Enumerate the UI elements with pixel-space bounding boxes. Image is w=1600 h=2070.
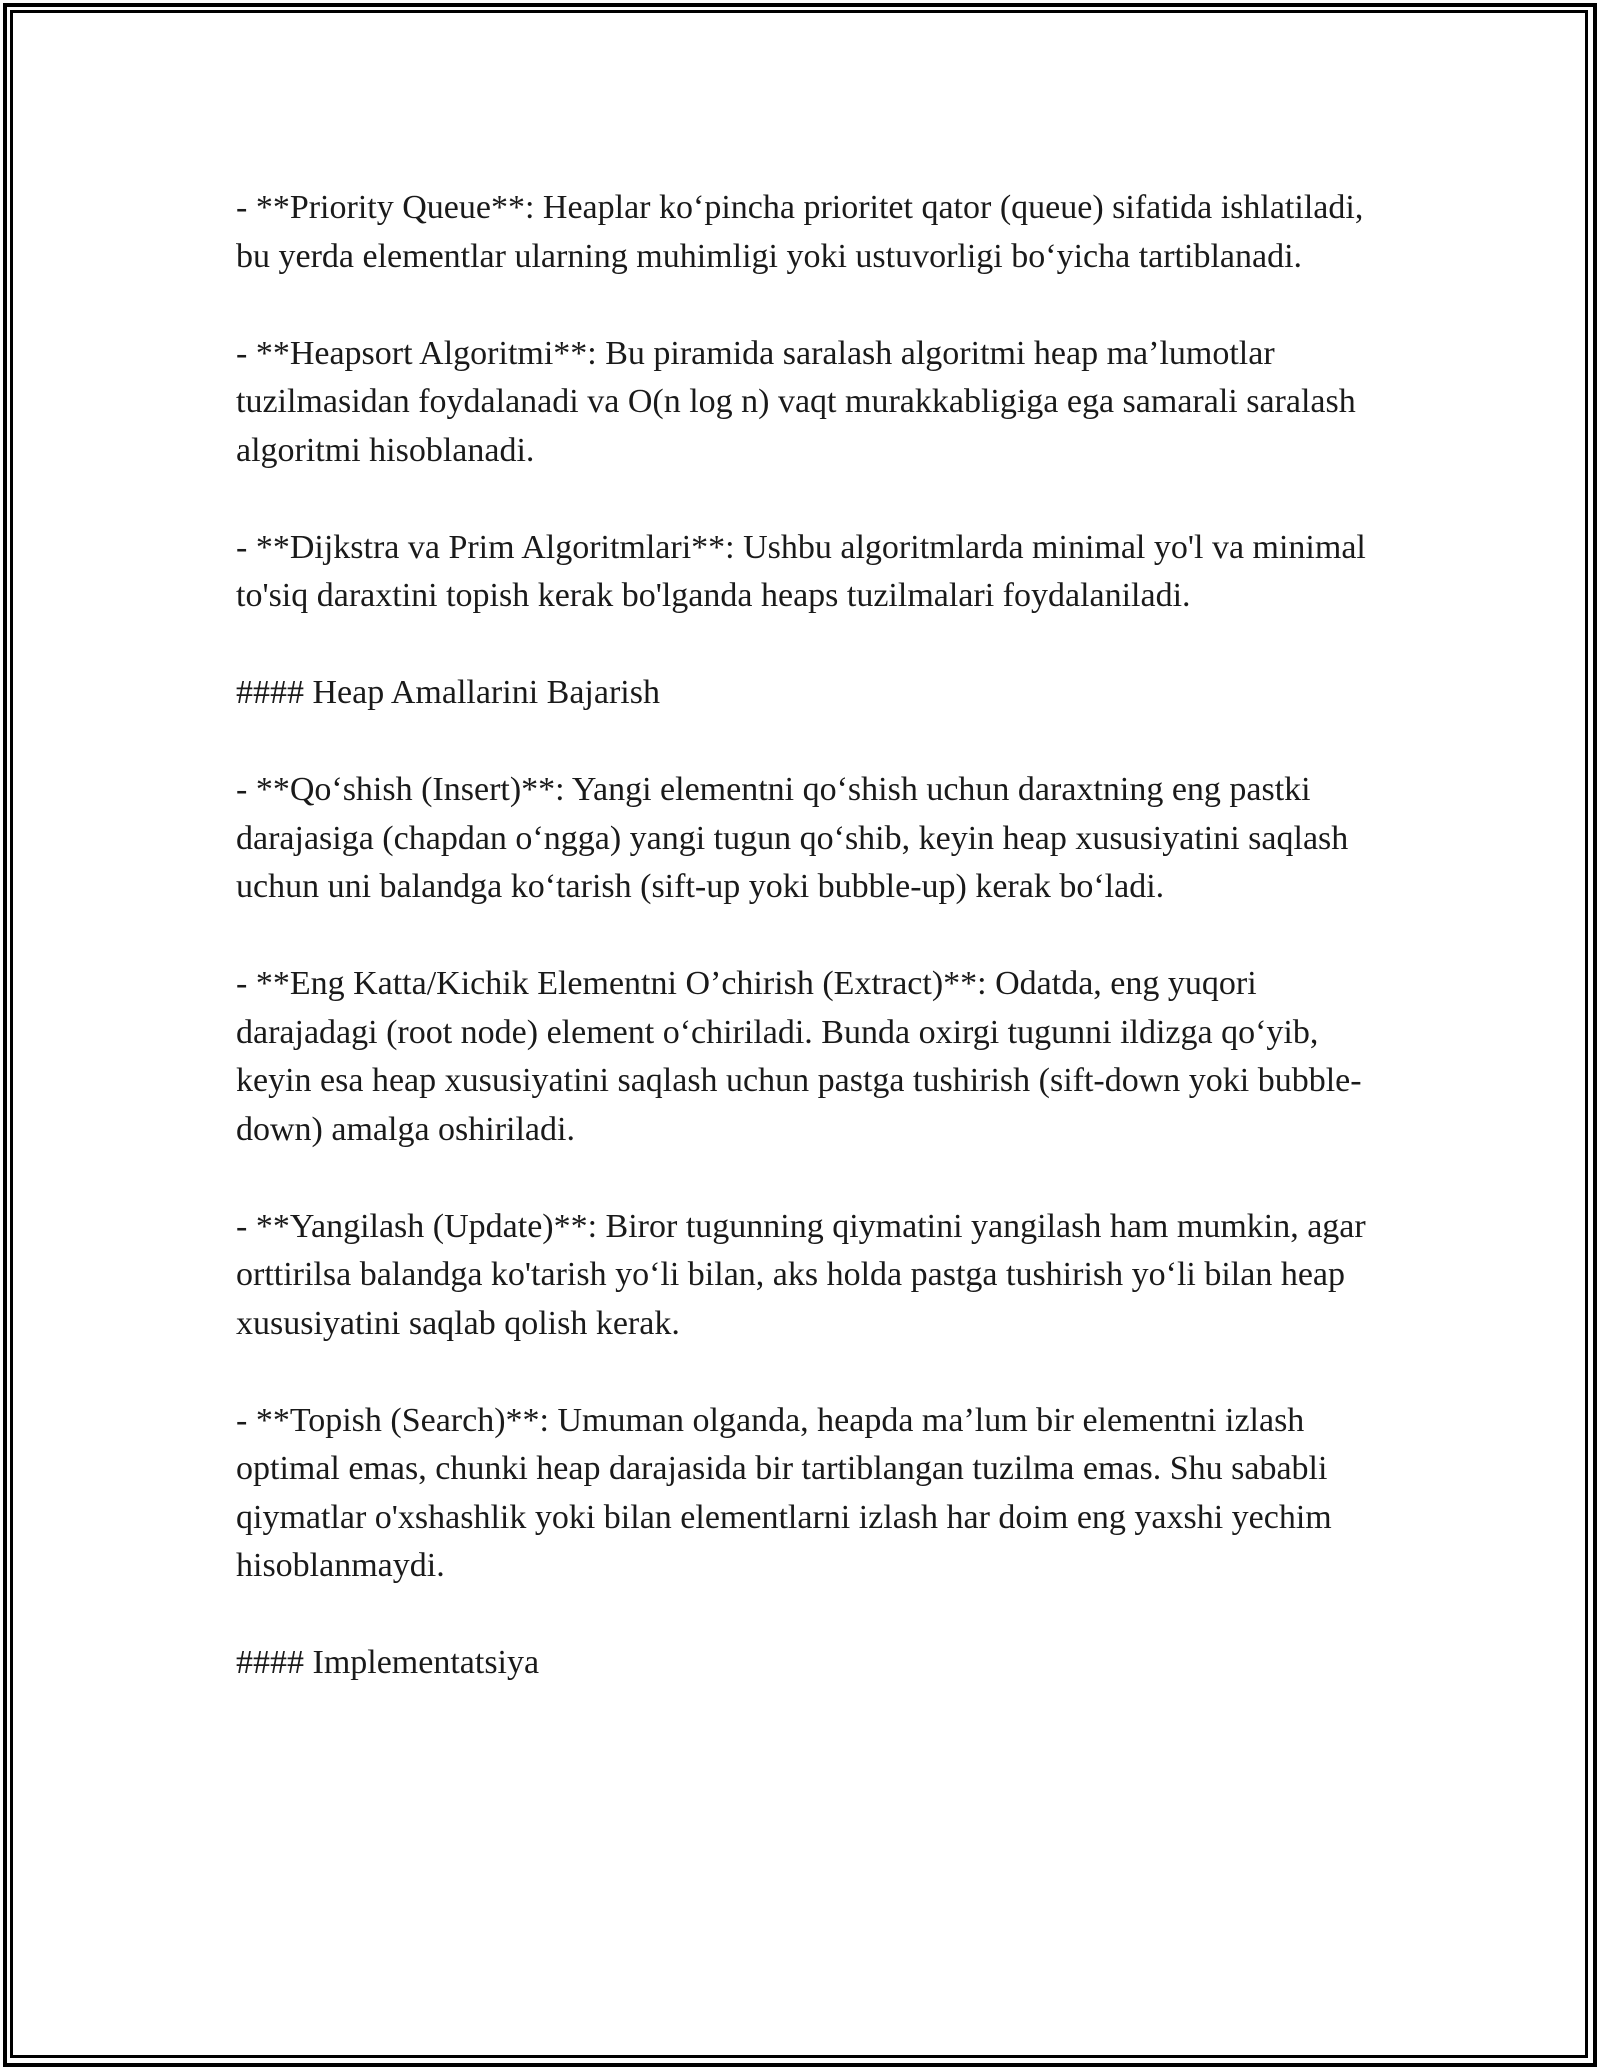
bullet-topish-search: - **Topish (Search)**: Umuman olganda, heapda ma’lum bir elementni izlash optimal emas, chunki heap darajasida bir tartiblangan tuzilma emas. Shu sababli qiymatlar o'xshashlik yoki bilan elementlarni izlash har doim eng yaxshi yechim hisoblanmaydi. (236, 1401, 1332, 1584)
bullet-dijkstra-prim: - **Dijkstra va Prim Algoritmlari**: Ushbu algoritmlarda minimal yo'l va minimal to'siq daraxtini topish kerak bo'lganda heaps tuzilmalari foydalaniladi. (236, 528, 1366, 614)
document-body (236, 184, 1376, 1688)
bullet-heapsort-algoritmi: - **Heapsort Algoritmi**: Bu piramida saralash algoritmi heap ma’lumotlar tuzilmasidan foydalanadi va O(n log n) vaqt murakkabligiga ega samarali saralash algoritmi hisoblanadi. (236, 334, 1356, 469)
bullet-extract: - **Eng Katta/Kichik Elementni O’chirish (Extract)**: Odatda, eng yuqori darajadagi (root node) element o‘chiriladi. Bunda oxirgi tugunni ildizga qo‘yib, keyin esa heap xususiyatini saqlash uchun pastga tushirish (sift-down yoki bubble-down) amalga oshiriladi. (236, 965, 1362, 1148)
bullet-yangilash-update: - **Yangilash (Update)**: Biror tugunning qiymatini yangilash ham mumkin, agar orttirilsa balandga ko'tarish yo‘li bilan, aks holda pastga tushirish yo‘li bilan heap xususiyatini saqlab qolish kerak. (236, 1207, 1366, 1342)
bullet-priority-queue: - **Priority Queue**: Heaplar ko‘pincha prioritet qator (queue) sifatida ishlatiladi, bu yerda elementlar ularning muhimligi yoki ustuvorligi bo‘yicha tartiblanadi. (236, 189, 1364, 275)
heading-heap-amallari: #### Heap Amallarini Bajarish (236, 674, 660, 711)
bullet-qoshish-insert: - **Qo‘shish (Insert)**: Yangi elementni qo‘shish uchun daraxtning eng pastki darajasiga (chapdan o‘ngga) yangi tugun qo‘shib, keyin heap xususiyatini saqlash uchun uni balandga ko‘tarish (sift-up yoki bubble-up) kerak bo‘ladi. (236, 771, 1349, 905)
heading-implementatsiya: #### Implementatsiya (236, 1644, 540, 1681)
